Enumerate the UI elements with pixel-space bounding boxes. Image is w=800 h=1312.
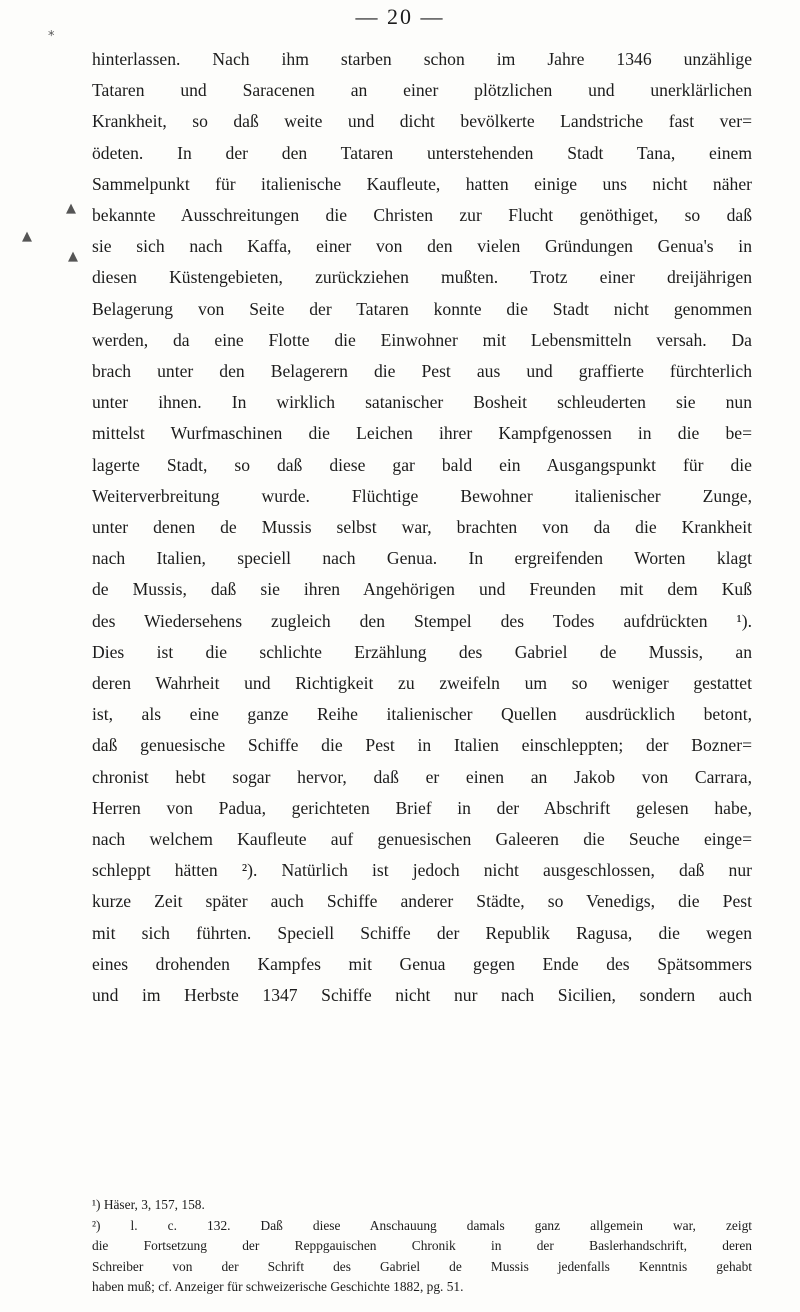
body-line: hinterlassen. Nach ihm starben schon im Jahre 1346 unzählige [92,49,752,69]
body-line: nach Italien, speciell nach Genua. In ergreifenden Worten klagt [92,548,752,569]
body-line: chronist hebt sogar hervor, daß er einen an Jakob von Carrara, [92,766,752,787]
body-line: Belagerung von Seite der Tataren konnte die Stadt nicht genommen [92,298,752,319]
body-line: Herren von Padua, gerichteten Brief in der Abschrift gelesen habe, [92,797,752,818]
body-line: nach welchem Kaufleute auf genuesischen Galeeren die Seuche einge= [92,829,752,850]
body-line: des Wiedersehens zugleich den Stempel des Todes aufdrückten ¹). [92,610,752,631]
footnote-line: haben muß; cf. Anzeiger für schweizerische Geschichte 1882, pg. 51. [92,1279,464,1294]
body-line: Tataren und Saracenen an einer plötzlichen und unerklärlichen [92,80,752,101]
body-line: und im Herbste 1347 Schiffe nicht nur nach Sicilien, sondern auch [92,985,752,1006]
body-line: bekannte Ausschreitungen die Christen zur Flucht genöthiget, so daß [92,205,752,226]
body-line: deren Wahrheit und Richtigkeit zu zweifeln um so weniger gestattet [92,673,752,694]
body-line: Dies ist die schlichte Erzählung des Gabriel de Mussis, an [92,641,752,662]
footnote-line: die Fortsetzung der Reppgauischen Chronik in der Baslerhandschrift, deren [92,1238,752,1253]
body-line: unter denen de Mussis selbst war, brachten von da die Krankheit [92,517,752,538]
body-line: kurze Zeit später auch Schiffe anderer Städte, so Venedigs, die Pest [92,891,752,912]
margin-mark: ▲ [66,201,76,216]
body-line: mit sich führten. Speciell Schiffe der Republik Ragusa, die wegen [92,922,752,943]
body-line: ödeten. In der den Tataren unterstehenden Stadt Tana, einem [92,142,752,163]
footnotes [92,1195,752,1298]
footnote-line: ²) l. c. 132. Daß diese Anschauung damals ganz allgemein war, zeigt [92,1217,752,1233]
body-line: werden, da eine Flotte die Einwohner mit Lebensmitteln versah. Da [92,329,752,350]
body-line: brach unter den Belagerern die Pest aus und graffierte fürchterlich [92,361,752,382]
body-line: schleppt hätten ²). Natürlich ist jedoch nicht ausgeschlossen, daß nur [92,860,752,881]
body-line: eines drohenden Kampfes mit Genua gegen Ende des Spätsommers [92,953,752,974]
body-line: lagerte Stadt, so daß diese gar bald ein Ausgangspunkt für die [92,454,752,475]
margin-mark: ▲ [22,229,32,244]
margin-mark: ▲ [68,249,78,264]
body-line: mittelst Wurfmaschinen die Leichen ihrer Kampfgenossen in die be= [92,423,752,444]
body-line: Weiterverbreitung wurde. Flüchtige Bewohner italienischer Zunge, [92,485,752,506]
body-text [92,44,752,1011]
body-line: sie sich nach Kaffa, einer von den vielen Gründungen Genua's in [92,236,752,257]
footnote-line: ¹) Häser, 3, 157, 158. [92,1197,205,1212]
page-number: — 20 — [355,4,445,29]
body-line: de Mussis, daß sie ihren Angehörigen und Freunden mit dem Kuß [92,579,752,600]
body-line: unter ihnen. In wirklich satanischer Bosheit schleuderten sie nun [92,392,752,413]
body-line: diesen Küstengebieten, zurückziehen mußten. Trotz einer dreijährigen [92,267,752,288]
body-line: Krankheit, so daß weite und dicht bevölkerte Landstriche fast ver= [92,111,752,132]
footnote-line: Schreiber von der Schrift des Gabriel de Mussis jedenfalls Kenntnis gehabt [92,1258,752,1274]
body-line: ist, als eine ganze Reihe italienischer Quellen ausdrücklich betont, [92,704,752,725]
margin-mark: * [48,29,55,44]
body-line: daß genuesische Schiffe die Pest in Italien einschleppten; der Bozner= [92,735,752,756]
body-line: Sammelpunkt für italienische Kaufleute, hatten einige uns nicht näher [92,173,752,194]
